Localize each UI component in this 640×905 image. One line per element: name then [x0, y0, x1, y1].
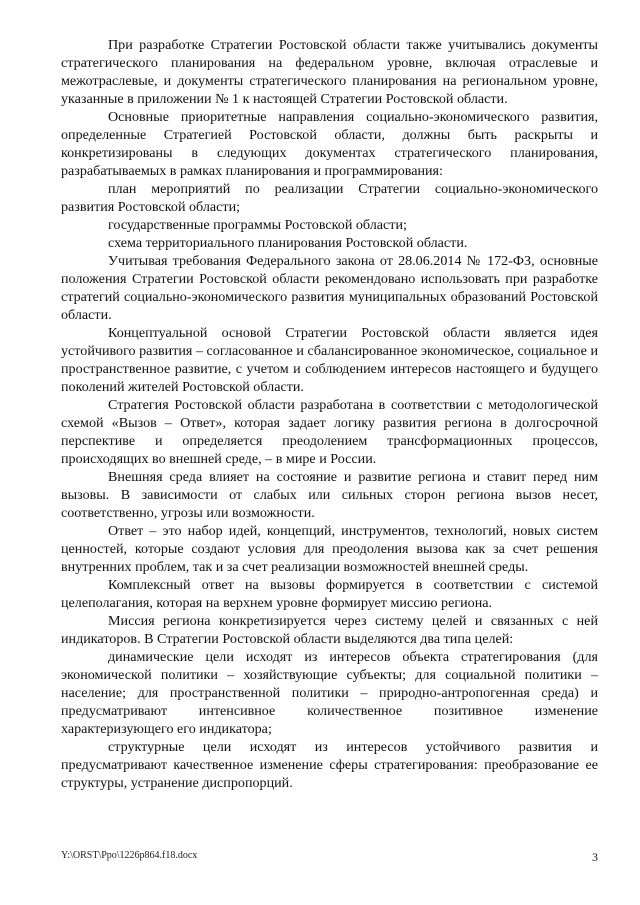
paragraph: При разработке Стратегии Ростовской области также учитывались документы стратегического планирования на федеральном уровне, включая отраслевые и межотраслевые, и документы стратегического планирования на региональном уровне, указанные в приложении № 1 к настоящей Стратегии Ростовской области. — [61, 37, 598, 107]
paragraph: Концептуальной основой Стратегии Ростовской области является идея устойчивого развития – согласованное и сбалансированное экономическое, социальное и пространственное развитие, с учетом и соблюдением интересов настоящего и будущего поколений жителей Ростовской области. — [61, 325, 598, 395]
paragraph: Ответ – это набор идей, концепций, инструментов, технологий, новых систем ценностей, которые создают условия для преодоления вызова как за счет решения внутренних проблем, так и за счет реализации возможностей внешней среды. — [61, 523, 598, 575]
page-number: 3 — [592, 850, 598, 864]
paragraph: Стратегия Ростовской области разработана в соответствии с методологической схемой «Вызов – Ответ», которая задает логику развития региона в долгосрочной перспективе и определяется преодолением трансформационных процессов, происходящих во внешней среде, – в мире и России. — [61, 397, 598, 467]
paragraph: Комплексный ответ на вызовы формируется в соответствии с системой целеполагания, которая на верхнем уровне формирует миссию региона. — [61, 577, 598, 611]
list-item: схема территориального планирования Ростовской области. — [108, 235, 468, 251]
list-item: структурные цели исходят из интересов устойчивого развития и предусматривают качественное изменение сферы стратегирования: преобразование ее структуры, устранение диспропорций. — [61, 739, 598, 791]
list-item: план мероприятий по реализации Стратегии социально-экономического развития Ростовской области; — [61, 181, 598, 215]
paragraph: Учитывая требования Федерального закона от 28.06.2014 № 172-ФЗ, основные положения Стратегии Ростовской области рекомендовано использовать при разработке стратегий социально-экономического развития муниципальных образований Ростовской области. — [61, 253, 598, 323]
file-path: Y:\ORST\Ppo\1226p864.f18.docx — [61, 850, 198, 861]
list-item: государственные программы Ростовской области; — [108, 217, 407, 233]
list-item: динамические цели исходят из интересов объекта стратегирования (для экономической политики – хозяйствующие субъекты; для социальной политики – население; для пространственной политики – природно-антропогенная среда) и предусматривают интенсивное количественное позитивное изменение характеризующего его индикатора; — [61, 649, 598, 737]
paragraph: Основные приоритетные направления социально-экономического развития, определенные Стратегией Ростовской области, должны быть раскрыты и конкретизированы в следующих документах стратегического планирования, разрабатываемых в рамках планирования и программирования: — [61, 109, 598, 179]
paragraph: Миссия региона конкретизируется через систему целей и связанных с ней индикаторов. В Стратегии Ростовской области выделяются два типа целей: — [61, 613, 598, 647]
document-body — [61, 36, 598, 792]
paragraph: Внешняя среда влияет на состояние и развитие региона и ставит перед ним вызовы. В зависимости от слабых или сильных сторон региона вызов несет, соответственно, угрозы или возможности. — [61, 469, 598, 521]
